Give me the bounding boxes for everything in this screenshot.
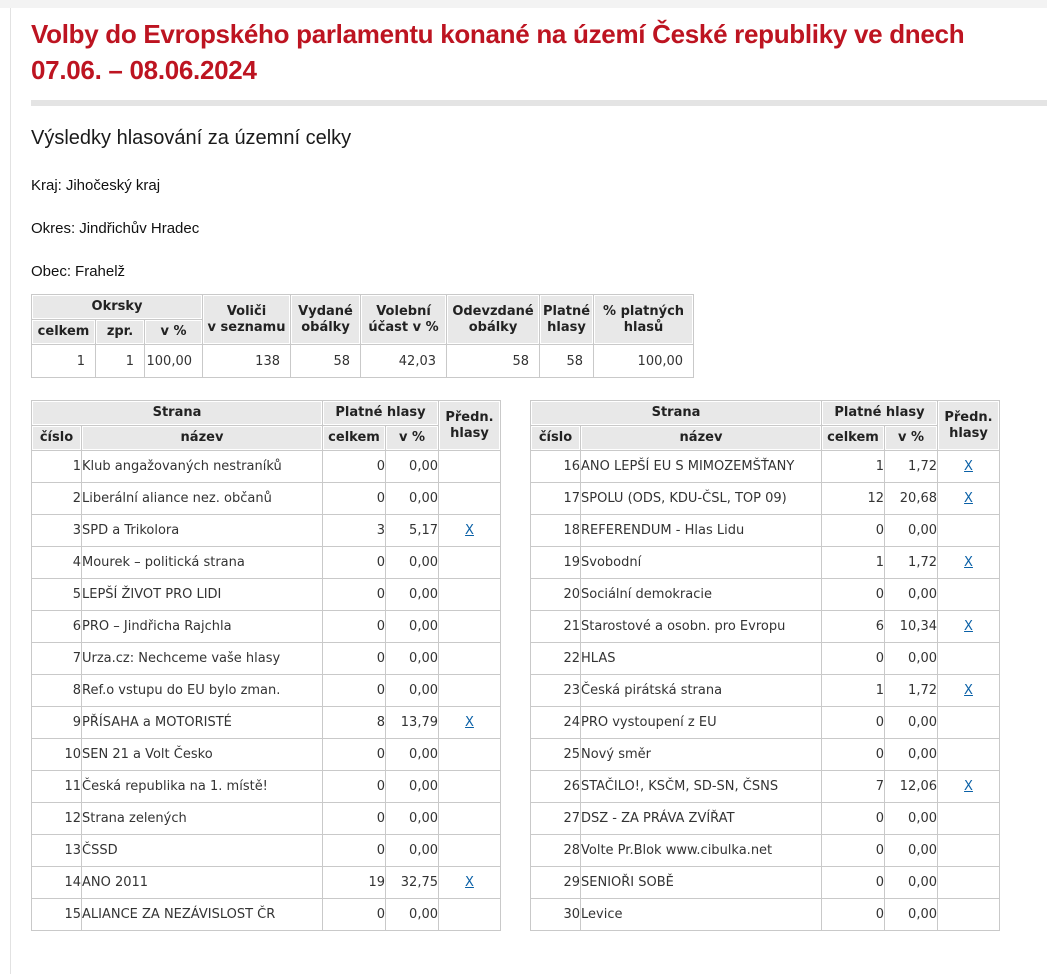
party-votes-pct: 12,06 [885, 771, 938, 803]
party-votes-pct: 0,00 [386, 611, 439, 643]
party-name: PŘÍSAHA a MOTORISTÉ [82, 707, 323, 739]
kraj-value: Jihočeský kraj [65, 177, 161, 194]
party-pref-cell [938, 707, 1000, 739]
party-name: Sociální demokracie [581, 579, 822, 611]
party-pref-cell [439, 771, 501, 803]
party-name: Urza.cz: Nechceme vaše hlasy [82, 643, 323, 675]
header-okrsky: Okrsky [32, 295, 203, 320]
party-votes-total: 0 [822, 739, 885, 771]
party-name: REFERENDUM - Hlas Lidu [581, 515, 822, 547]
value-volebni-ucast: 42,03 [361, 345, 447, 378]
party-number: 6 [32, 611, 82, 643]
party-tables [31, 400, 1047, 931]
party-number: 18 [531, 515, 581, 547]
table-row [531, 867, 1000, 899]
party-pref-cell [938, 867, 1000, 899]
party-votes-total: 0 [323, 579, 386, 611]
party-pref-cell [439, 579, 501, 611]
party-name: Klub angažovaných nestraníků [82, 451, 323, 483]
party-votes-pct: 10,34 [885, 611, 938, 643]
title-divider [31, 100, 1047, 106]
party-votes-total: 0 [822, 899, 885, 931]
party-votes-pct: 0,00 [386, 643, 439, 675]
party-name: DSZ - ZA PRÁVA ZVÍŘAT [581, 803, 822, 835]
party-votes-total: 0 [822, 515, 885, 547]
header-platne-hlasy: Platné hlasy [822, 401, 938, 426]
party-pref-cell [938, 515, 1000, 547]
party-votes-pct: 0,00 [885, 515, 938, 547]
table-row [531, 643, 1000, 675]
party-votes-total: 0 [323, 771, 386, 803]
party-number: 12 [32, 803, 82, 835]
party-number: 13 [32, 835, 82, 867]
header-predn-hlasy: Předn. hlasy [938, 401, 1000, 451]
party-votes-total: 0 [323, 835, 386, 867]
page-content [31, 0, 1047, 931]
table-row [32, 675, 501, 707]
pref-votes-link[interactable]: X [465, 523, 474, 538]
header-cislo: číslo [531, 426, 581, 451]
party-votes-total: 0 [822, 803, 885, 835]
header-strana: Strana [531, 401, 822, 426]
party-pref-cell [938, 675, 1000, 707]
pref-votes-link[interactable]: X [964, 491, 973, 506]
party-header-row-2 [531, 426, 1000, 451]
header-celkem: celkem [822, 426, 885, 451]
party-name: Nový směr [581, 739, 822, 771]
party-number: 29 [531, 867, 581, 899]
party-number: 22 [531, 643, 581, 675]
party-name: Liberální aliance nez. občanů [82, 483, 323, 515]
party-pref-cell [439, 611, 501, 643]
party-number: 21 [531, 611, 581, 643]
party-votes-pct: 0,00 [885, 579, 938, 611]
header-vydane-obalky: Vydané obálky [291, 295, 361, 345]
header-nazev: název [581, 426, 822, 451]
table-row [531, 611, 1000, 643]
table-row [32, 579, 501, 611]
table-row [32, 835, 501, 867]
region-kraj [31, 178, 1047, 193]
party-votes-pct: 0,00 [386, 899, 439, 931]
party-votes-pct: 1,72 [885, 675, 938, 707]
header-okrsky-v-pct: v % [145, 320, 203, 345]
header-okrsky-celkem: celkem [32, 320, 96, 345]
party-pref-cell [439, 707, 501, 739]
table-row [531, 579, 1000, 611]
party-votes-total: 8 [323, 707, 386, 739]
party-number: 3 [32, 515, 82, 547]
party-pref-cell [938, 579, 1000, 611]
table-row [32, 771, 501, 803]
value-okrsky-zpr: 1 [96, 345, 145, 378]
summary-table [31, 294, 694, 378]
party-votes-total: 0 [323, 739, 386, 771]
value-okrsky-celkem: 1 [32, 345, 96, 378]
party-pref-cell [439, 483, 501, 515]
party-votes-total: 1 [822, 547, 885, 579]
party-votes-pct: 0,00 [386, 579, 439, 611]
party-votes-total: 0 [323, 451, 386, 483]
party-pref-cell [938, 899, 1000, 931]
party-votes-total: 0 [822, 579, 885, 611]
party-name: Česká pirátská strana [581, 675, 822, 707]
table-row [32, 547, 501, 579]
party-votes-total: 3 [323, 515, 386, 547]
table-row [32, 707, 501, 739]
party-votes-total: 12 [822, 483, 885, 515]
party-number: 26 [531, 771, 581, 803]
party-votes-pct: 0,00 [386, 771, 439, 803]
header-pct-platnych: % platných hlasů [594, 295, 694, 345]
party-name: LEPŠÍ ŽIVOT PRO LIDI [82, 579, 323, 611]
party-number: 25 [531, 739, 581, 771]
party-votes-total: 1 [822, 675, 885, 707]
region-okres [31, 221, 1047, 236]
table-row [531, 803, 1000, 835]
table-row [531, 675, 1000, 707]
party-votes-pct: 32,75 [386, 867, 439, 899]
party-number: 7 [32, 643, 82, 675]
table-row [32, 803, 501, 835]
table-row [531, 771, 1000, 803]
party-name: ANO 2011 [82, 867, 323, 899]
party-pref-cell [439, 899, 501, 931]
party-votes-total: 0 [822, 707, 885, 739]
party-number: 19 [531, 547, 581, 579]
party-votes-total: 0 [323, 803, 386, 835]
pref-votes-link[interactable]: X [465, 715, 474, 730]
party-pref-cell [439, 803, 501, 835]
party-votes-total: 0 [323, 675, 386, 707]
header-celkem: celkem [323, 426, 386, 451]
party-pref-cell [938, 451, 1000, 483]
party-pref-cell [439, 547, 501, 579]
party-name: STAČILO!, KSČM, SD-SN, ČSNS [581, 771, 822, 803]
party-number: 2 [32, 483, 82, 515]
party-number: 27 [531, 803, 581, 835]
party-pref-cell [439, 643, 501, 675]
party-table-left [31, 400, 501, 931]
party-pref-cell [439, 835, 501, 867]
party-name: Starostové a osobn. pro Evropu [581, 611, 822, 643]
table-row [32, 515, 501, 547]
party-votes-pct: 5,17 [386, 515, 439, 547]
party-name: ČSSD [82, 835, 323, 867]
party-name: PRO – Jindřicha Rajchla [82, 611, 323, 643]
party-votes-pct: 1,72 [885, 547, 938, 579]
party-pref-cell [938, 739, 1000, 771]
party-name: Volte Pr.Blok www.cibulka.net [581, 835, 822, 867]
party-pref-cell [439, 867, 501, 899]
summary-table-wrap [31, 294, 1047, 378]
party-votes-total: 0 [822, 835, 885, 867]
party-votes-pct: 0,00 [885, 643, 938, 675]
party-votes-total: 0 [323, 547, 386, 579]
header-cislo: číslo [32, 426, 82, 451]
party-number: 10 [32, 739, 82, 771]
party-number: 8 [32, 675, 82, 707]
table-row [531, 547, 1000, 579]
table-row [531, 451, 1000, 483]
party-pref-cell [938, 643, 1000, 675]
party-votes-pct: 0,00 [386, 483, 439, 515]
okres-label: Okres: [31, 220, 76, 237]
page-title [31, 16, 1047, 88]
header-okrsky-zpr: zpr. [96, 320, 145, 345]
table-row [32, 867, 501, 899]
party-votes-total: 0 [323, 483, 386, 515]
party-name: SENIOŘI SOBĚ [581, 867, 822, 899]
pref-votes-link[interactable]: X [465, 875, 474, 890]
okres-value: Jindřichův Hradec [79, 220, 200, 237]
party-number: 28 [531, 835, 581, 867]
party-header-row-1 [32, 401, 501, 426]
party-pref-cell [938, 483, 1000, 515]
party-pref-cell [938, 803, 1000, 835]
party-votes-total: 19 [323, 867, 386, 899]
party-votes-pct: 0,00 [386, 835, 439, 867]
header-v-pct: v % [885, 426, 938, 451]
pref-votes-link[interactable]: X [964, 555, 973, 570]
party-votes-pct: 0,00 [386, 739, 439, 771]
summary-data-row [32, 345, 694, 378]
party-pref-cell [938, 611, 1000, 643]
pref-votes-link[interactable]: X [964, 619, 973, 634]
party-name: ANO LEPŠÍ EU S MIMOZEMŠŤANY [581, 451, 822, 483]
region-obec [31, 264, 1047, 279]
obec-label: Obec: [31, 263, 72, 280]
table-row [32, 899, 501, 931]
table-row [32, 739, 501, 771]
party-pref-cell [439, 451, 501, 483]
table-row [531, 899, 1000, 931]
header-nazev: název [82, 426, 323, 451]
party-votes-total: 7 [822, 771, 885, 803]
party-votes-pct: 0,00 [885, 707, 938, 739]
party-name: Česká republika na 1. místě! [82, 771, 323, 803]
party-number: 23 [531, 675, 581, 707]
party-votes-pct: 0,00 [386, 803, 439, 835]
party-number: 30 [531, 899, 581, 931]
pref-votes-link[interactable]: X [964, 779, 973, 794]
table-row [531, 515, 1000, 547]
party-header-row-1 [531, 401, 1000, 426]
value-vydane-obalky: 58 [291, 345, 361, 378]
party-name: PRO vystoupení z EU [581, 707, 822, 739]
value-odevzdane-obalky: 58 [447, 345, 540, 378]
page-title-line2: 07.06. – 08.06.2024 [31, 55, 257, 85]
party-pref-cell [938, 771, 1000, 803]
value-volici-v-seznamu: 138 [203, 345, 291, 378]
left-page-border [10, 8, 11, 974]
party-pref-cell [938, 547, 1000, 579]
party-pref-cell [439, 515, 501, 547]
party-votes-total: 0 [323, 611, 386, 643]
party-votes-pct: 0,00 [386, 547, 439, 579]
kraj-label: Kraj: [31, 177, 62, 194]
party-number: 14 [32, 867, 82, 899]
party-table-right [530, 400, 1000, 931]
party-name: Ref.o vstupu do EU bylo zman. [82, 675, 323, 707]
party-number: 5 [32, 579, 82, 611]
table-row [531, 707, 1000, 739]
table-row [531, 483, 1000, 515]
party-votes-pct: 13,79 [386, 707, 439, 739]
table-row [531, 835, 1000, 867]
header-v-pct: v % [386, 426, 439, 451]
party-name: Strana zelených [82, 803, 323, 835]
party-pref-cell [938, 835, 1000, 867]
value-okrsky-v-pct: 100,00 [145, 345, 203, 378]
summary-header-row-1 [32, 295, 694, 320]
party-header-row-2 [32, 426, 501, 451]
party-votes-pct: 20,68 [885, 483, 938, 515]
party-votes-pct: 0,00 [885, 739, 938, 771]
value-pct-platnych: 100,00 [594, 345, 694, 378]
party-votes-total: 0 [822, 867, 885, 899]
party-votes-pct: 1,72 [885, 451, 938, 483]
party-name: SPD a Trikolora [82, 515, 323, 547]
header-platne-hlasy: Platné hlasy [540, 295, 594, 345]
party-votes-pct: 0,00 [885, 835, 938, 867]
party-votes-pct: 0,00 [386, 675, 439, 707]
page-title-line1: Volby do Evropského parlamentu konané na území České republiky ve dnech [31, 19, 965, 49]
party-number: 17 [531, 483, 581, 515]
obec-value: Frahelž [75, 263, 126, 280]
header-strana: Strana [32, 401, 323, 426]
party-votes-total: 0 [323, 899, 386, 931]
party-name: HLAS [581, 643, 822, 675]
party-number: 9 [32, 707, 82, 739]
party-number: 16 [531, 451, 581, 483]
party-name: Levice [581, 899, 822, 931]
party-name: SEN 21 a Volt Česko [82, 739, 323, 771]
party-number: 4 [32, 547, 82, 579]
party-name: Svobodní [581, 547, 822, 579]
party-number: 11 [32, 771, 82, 803]
party-votes-pct: 0,00 [885, 899, 938, 931]
value-platne-hlasy: 58 [540, 345, 594, 378]
party-votes-total: 0 [323, 643, 386, 675]
pref-votes-link[interactable]: X [964, 683, 973, 698]
party-votes-total: 6 [822, 611, 885, 643]
party-number: 1 [32, 451, 82, 483]
table-row [32, 643, 501, 675]
party-votes-pct: 0,00 [885, 803, 938, 835]
party-number: 24 [531, 707, 581, 739]
table-row [32, 611, 501, 643]
header-platne-hlasy: Platné hlasy [323, 401, 439, 426]
party-number: 15 [32, 899, 82, 931]
party-votes-total: 1 [822, 451, 885, 483]
party-votes-total: 0 [822, 643, 885, 675]
table-row [531, 739, 1000, 771]
party-votes-pct: 0,00 [885, 867, 938, 899]
table-row [32, 483, 501, 515]
party-pref-cell [439, 675, 501, 707]
header-volebni-ucast: Volební účast v % [361, 295, 447, 345]
pref-votes-link[interactable]: X [964, 459, 973, 474]
header-predn-hlasy: Předn. hlasy [439, 401, 501, 451]
party-name: SPOLU (ODS, KDU-ČSL, TOP 09) [581, 483, 822, 515]
party-votes-pct: 0,00 [386, 451, 439, 483]
table-row [32, 451, 501, 483]
party-number: 20 [531, 579, 581, 611]
party-name: ALIANCE ZA NEZÁVISLOST ČR [82, 899, 323, 931]
party-name: Mourek – politická strana [82, 547, 323, 579]
header-volici-v-seznamu: Voliči v seznamu [203, 295, 291, 345]
party-pref-cell [439, 739, 501, 771]
header-odevzdane-obalky: Odevzdané obálky [447, 295, 540, 345]
section-title: Výsledky hlasování za územní celky [31, 127, 352, 149]
